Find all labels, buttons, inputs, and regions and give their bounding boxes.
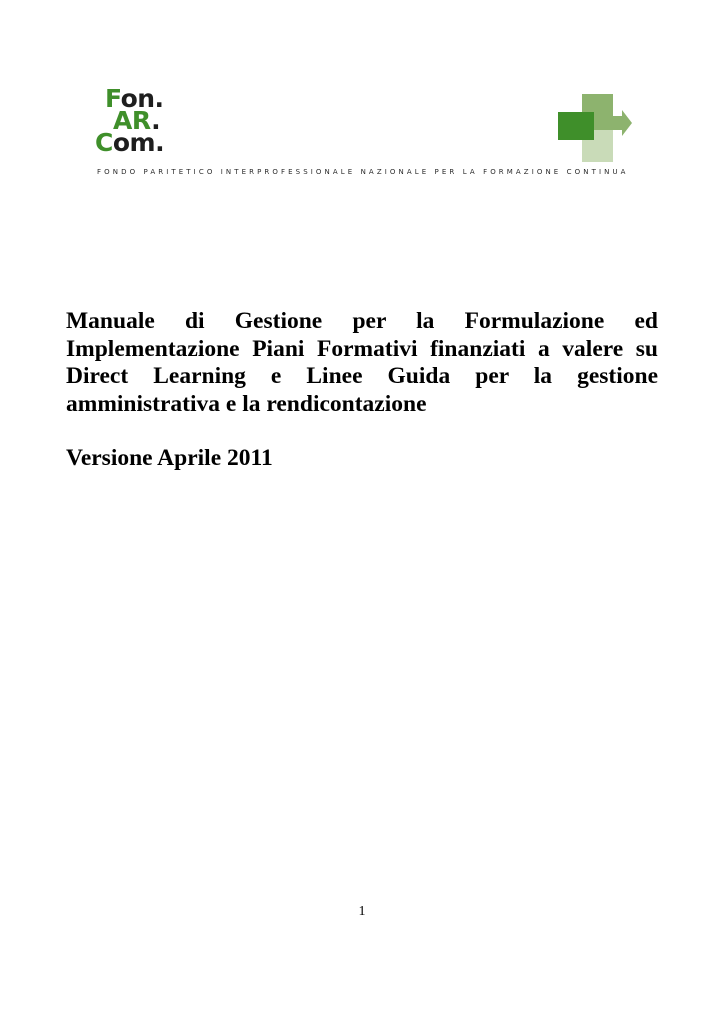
- logo-line-fon: Fon.: [105, 84, 164, 113]
- document-version: Versione Aprile 2011: [66, 445, 273, 471]
- logo-tagline: FONDO PARITETICO INTERPROFESSIONALE NAZIONALE PER LA FORMAZIONE CONTINUA: [97, 168, 629, 176]
- document-title: [66, 308, 658, 418]
- mark-main-square: [558, 112, 594, 140]
- title-line-3: Direct Learning e Linee Guida per la gestione: [66, 363, 658, 389]
- fonarcom-logo: [95, 84, 185, 157]
- fonarcom-mark-icon: [556, 94, 636, 162]
- page-number: 1: [358, 904, 366, 919]
- title-line-2: Implementazione Piani Formativi finanziati a valere su: [66, 335, 658, 362]
- title-line-1: Manuale di Gestione per la Formulazione ed: [66, 308, 658, 334]
- logo-line-ar: AR.: [113, 106, 161, 135]
- title-line-4: amministrativa e la rendicontazione: [66, 390, 427, 417]
- logo-line-com: Com.: [95, 128, 165, 157]
